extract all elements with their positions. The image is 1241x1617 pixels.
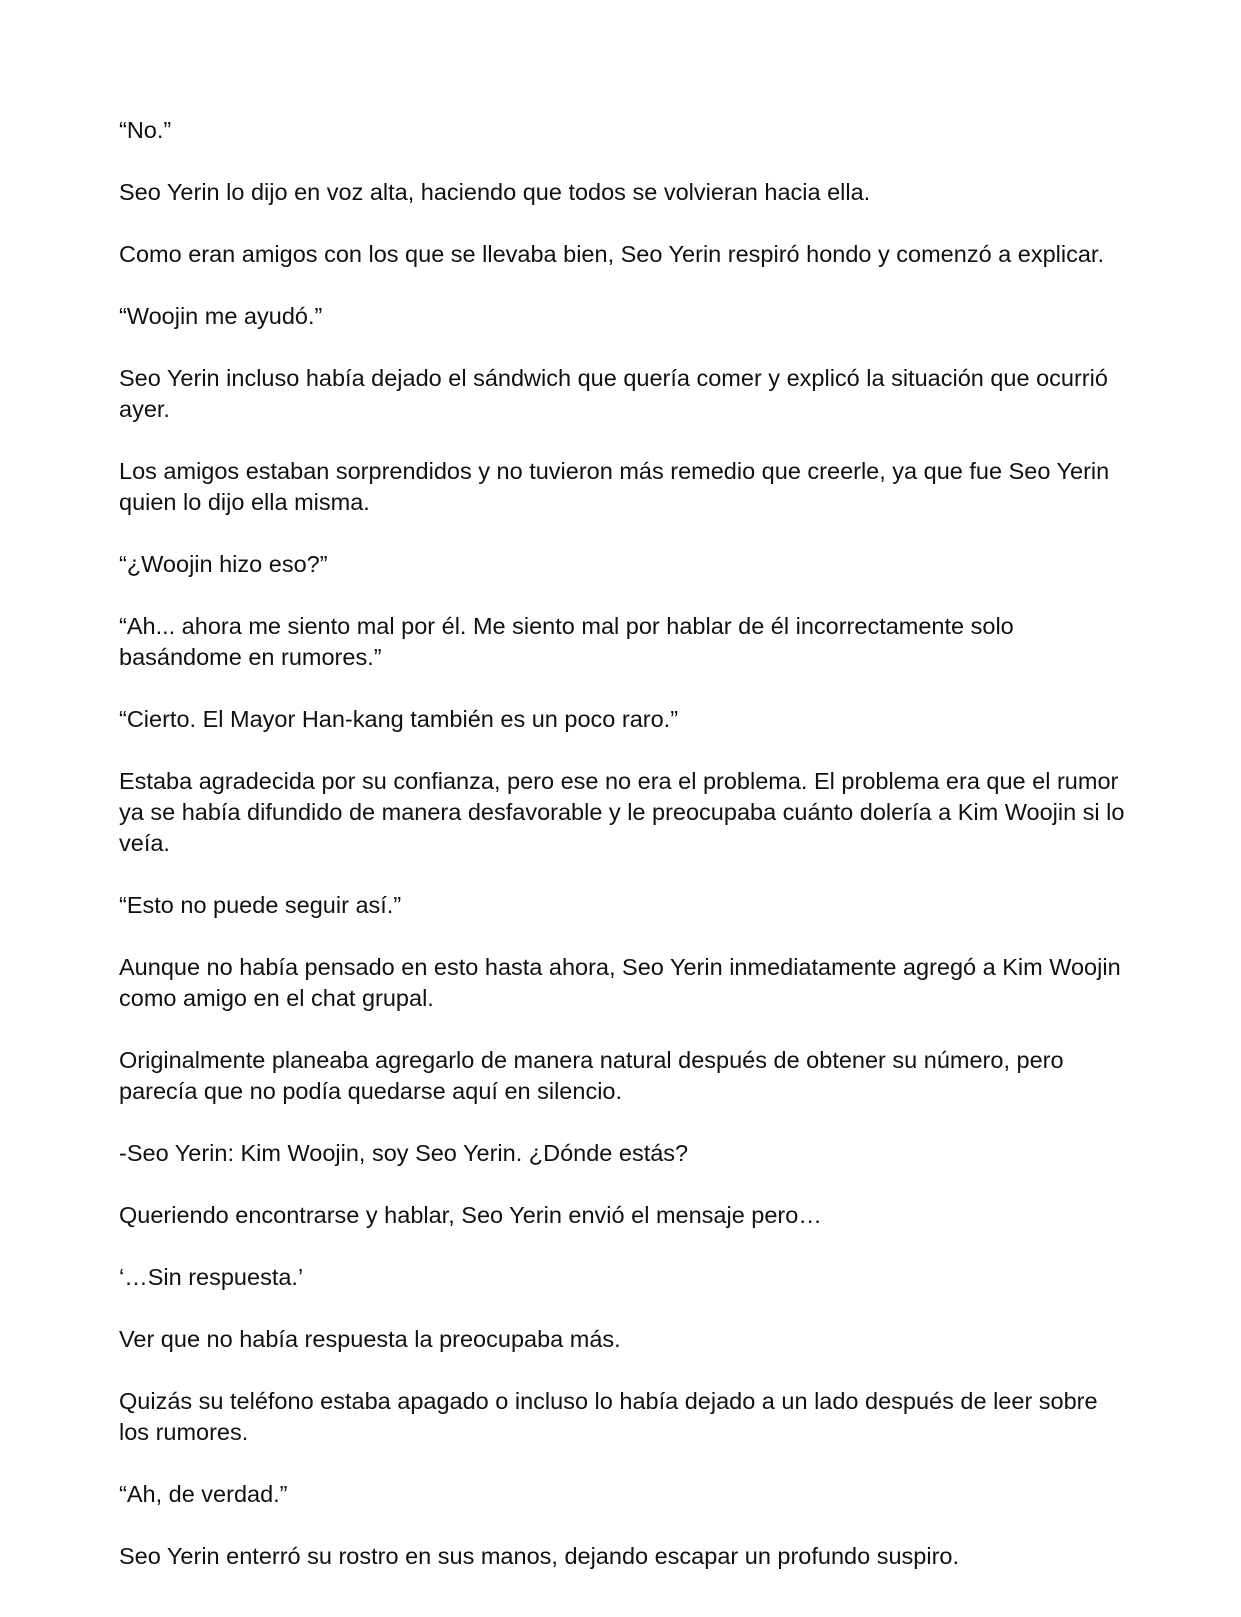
paragraph: “No.”: [119, 117, 172, 143]
paragraph: “Ah... ahora me siento mal por él. Me siento mal por hablar de él incorrectamente solo basándome en rumores.”: [119, 613, 1014, 670]
paragraph: Quizás su teléfono estaba apagado o incluso lo había dejado a un lado después de leer sobre los rumores.: [119, 1388, 1098, 1445]
paragraph: Como eran amigos con los que se llevaba bien, Seo Yerin respiró hondo y comenzó a explicar.: [119, 241, 1104, 267]
paragraph: Aunque no había pensado en esto hasta ahora, Seo Yerin inmediatamente agregó a Kim Woojin como amigo en el chat grupal.: [119, 954, 1121, 1011]
paragraph: “Cierto. El Mayor Han-kang también es un poco raro.”: [119, 706, 679, 732]
paragraph: “Woojin me ayudó.”: [119, 303, 323, 329]
paragraph: “¿Woojin hizo eso?”: [119, 551, 328, 577]
paragraph: Ver que no había respuesta la preocupaba más.: [119, 1326, 621, 1352]
paragraph: Estaba agradecida por su confianza, pero ese no era el problema. El problema era que el rumor ya se había difundido de manera desfavorable y le preocupaba cuánto dolería a Kim Woojin si lo veía.: [119, 768, 1125, 856]
paragraph: Seo Yerin lo dijo en voz alta, haciendo que todos se volvieran hacia ella.: [119, 179, 871, 205]
paragraph: ‘…Sin respuesta.’: [119, 1264, 304, 1290]
paragraph: -Seo Yerin: Kim Woojin, soy Seo Yerin. ¿Dónde estás?: [119, 1140, 689, 1166]
document-body: [119, 115, 1129, 1572]
paragraph: Queriendo encontrarse y hablar, Seo Yerin envió el mensaje pero…: [119, 1202, 822, 1228]
paragraph: Seo Yerin incluso había dejado el sándwich que quería comer y explicó la situación que ocurrió ayer.: [119, 365, 1108, 422]
paragraph: “Esto no puede seguir así.”: [119, 892, 402, 918]
paragraph: Seo Yerin enterró su rostro en sus manos, dejando escapar un profundo suspiro.: [119, 1543, 959, 1569]
paragraph: “Ah, de verdad.”: [119, 1481, 288, 1507]
paragraph: Los amigos estaban sorprendidos y no tuvieron más remedio que creerle, ya que fue Seo Yerin quien lo dijo ella misma.: [119, 458, 1110, 515]
paragraph: Originalmente planeaba agregarlo de manera natural después de obtener su número, pero parecía que no podía quedarse aquí en silencio.: [119, 1047, 1064, 1104]
